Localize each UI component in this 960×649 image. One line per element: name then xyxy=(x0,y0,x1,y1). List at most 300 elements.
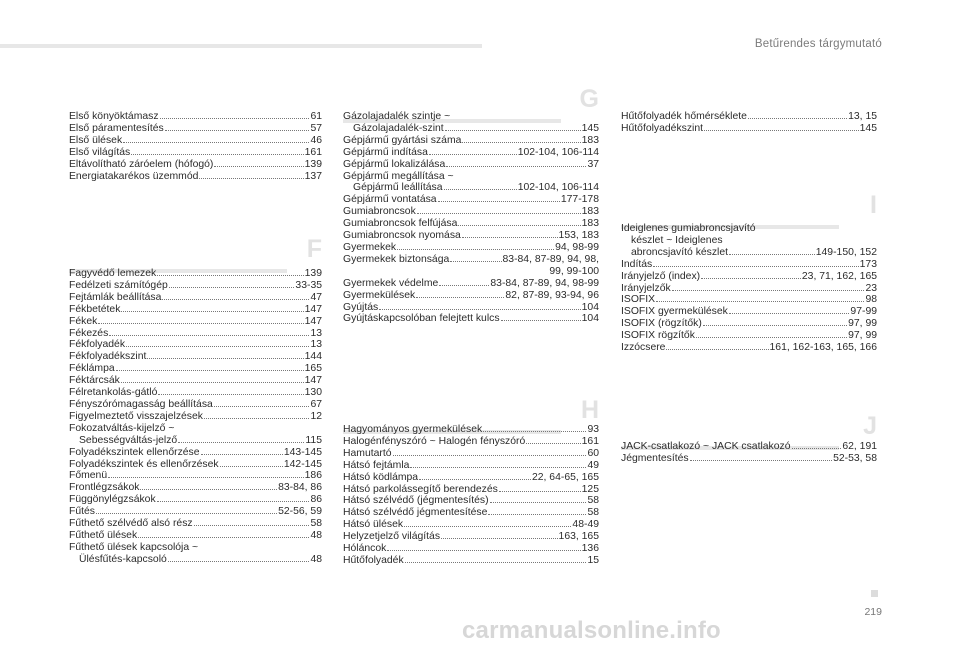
dot-leader xyxy=(379,309,580,310)
index-entry xyxy=(69,399,322,411)
index-entry xyxy=(69,280,322,292)
dot-leader xyxy=(729,254,815,255)
index-entry xyxy=(69,506,322,518)
index-entry xyxy=(621,259,877,271)
dot-leader xyxy=(450,261,501,262)
dot-leader xyxy=(165,130,310,131)
dot-leader xyxy=(158,394,303,395)
entry-label: Energiatakarékos üzemmód xyxy=(69,170,199,182)
entry-page-ref: 186 xyxy=(304,470,322,482)
index-h-continued xyxy=(621,111,877,135)
index-entry xyxy=(69,542,322,566)
index-entry-row xyxy=(69,387,322,399)
index-entry-row xyxy=(343,218,599,230)
dot-leader xyxy=(501,320,581,321)
index-entry-row xyxy=(343,135,599,147)
dot-leader xyxy=(462,237,558,238)
entry-page-ref: 144 xyxy=(304,351,322,363)
dot-leader xyxy=(157,275,303,276)
entry-label: Féktárcsák xyxy=(69,375,120,387)
index-entry-row xyxy=(621,247,877,259)
entry-label: Fűthető szélvédő alsó rész xyxy=(69,518,193,530)
index-entry-row xyxy=(343,555,599,567)
entry-label: Gépjármű gyártási száma xyxy=(343,134,462,146)
entry-label: Ülésfűtés-kapcsoló xyxy=(79,553,167,565)
index-entry-row xyxy=(69,459,322,471)
dot-leader xyxy=(109,335,309,336)
index-entry xyxy=(343,543,599,555)
entry-label: Hátsó parkolássegítő berendezés xyxy=(343,483,498,495)
index-entry xyxy=(343,242,599,254)
entry-page-ref: 104 xyxy=(581,301,599,313)
entry-page-ref: 142-145 xyxy=(283,458,322,470)
dot-leader xyxy=(729,313,850,314)
dot-leader xyxy=(488,514,586,515)
dot-leader xyxy=(178,442,304,443)
entry-page-ref: 149-150, 152 xyxy=(815,246,877,258)
entry-label: Hóláncok xyxy=(343,543,387,555)
index-entry-row xyxy=(621,318,877,330)
index-entry-heading: Fokozatváltás-kijelző ~ xyxy=(69,422,175,434)
index-entry xyxy=(621,330,877,342)
entry-page-ref: 183 xyxy=(581,218,599,230)
entry-label: Gépjármű lokalizálása xyxy=(343,158,446,170)
dot-leader xyxy=(748,118,847,119)
entry-page-ref: 145 xyxy=(581,122,599,134)
index-entry-row xyxy=(343,123,599,135)
dot-leader xyxy=(140,489,277,490)
entry-label: Hűtőfolyadék xyxy=(343,554,404,566)
entry-label: Félretankolás-gátló xyxy=(69,387,158,399)
index-entry-row xyxy=(69,435,322,447)
entry-label: Fűthető ülések xyxy=(69,529,138,541)
index-entry-row xyxy=(343,302,599,314)
entry-label: Első világítás xyxy=(69,146,131,158)
index-entry-row xyxy=(343,206,599,218)
entry-page-ref: 15 xyxy=(587,554,599,566)
entry-label: Izzócsere xyxy=(621,342,666,354)
entry-label: Gumiabroncsok xyxy=(343,206,416,218)
dot-leader xyxy=(458,225,580,226)
entry-page-ref: 48 xyxy=(310,553,322,565)
entry-page-ref: 145 xyxy=(859,122,877,134)
entry-page-ref: 104 xyxy=(581,313,599,325)
index-entry xyxy=(621,271,877,283)
index-entry-row xyxy=(343,278,599,290)
watermark: carmanualsonline.info xyxy=(462,617,721,644)
entry-page-ref: 48-49 xyxy=(572,519,599,531)
dot-leader xyxy=(393,455,587,456)
entry-page-ref: 13, 15 xyxy=(848,111,877,122)
entry-label: Figyelmeztető visszajelzések xyxy=(69,410,203,422)
entry-label: Sebességváltás-jelző xyxy=(79,434,178,446)
index-entry xyxy=(621,342,877,354)
index-entry-row xyxy=(343,147,599,159)
entry-label: Irányjelzők xyxy=(621,282,671,294)
entry-label: Hátsó fejtámla xyxy=(343,459,410,471)
dot-leader xyxy=(387,550,580,551)
entry-page-ref: 13 xyxy=(310,339,322,351)
index-entry xyxy=(343,495,599,507)
index-f xyxy=(69,268,322,566)
index-entry-row xyxy=(621,330,877,342)
index-entry xyxy=(69,159,322,171)
entry-label: Fényszórómagasság beállítása xyxy=(69,398,213,410)
dot-leader xyxy=(131,154,303,155)
entry-page-ref: 139 xyxy=(304,158,322,170)
section-letter: I xyxy=(870,191,877,219)
entry-page-ref: 97, 99 xyxy=(848,318,877,330)
entry-page-ref: 147 xyxy=(304,375,322,387)
index-entry-row xyxy=(69,328,322,340)
entry-page-ref: 67 xyxy=(310,398,322,410)
dot-leader xyxy=(201,454,283,455)
entry-page-ref: 13 xyxy=(310,327,322,339)
dot-leader xyxy=(162,299,309,300)
dot-leader xyxy=(416,297,504,298)
entry-page-ref: 143-145 xyxy=(283,446,322,458)
dot-leader xyxy=(656,301,864,302)
entry-page-ref: 46 xyxy=(310,134,322,146)
dot-leader xyxy=(429,154,517,155)
dot-leader xyxy=(444,189,517,190)
entry-label: ISOFIX gyermekülések xyxy=(621,306,728,318)
dot-leader xyxy=(441,538,558,539)
index-entry xyxy=(69,304,322,316)
index-entry xyxy=(343,111,599,135)
index-entry xyxy=(69,470,322,482)
dot-leader xyxy=(696,337,847,338)
entry-label: Eltávolítható záróelem (hófogó) xyxy=(69,158,214,170)
entry-page-ref: 83-84, 86 xyxy=(278,482,322,494)
index-entry-row xyxy=(343,290,599,302)
index-entry xyxy=(69,530,322,542)
index-entry xyxy=(69,123,322,135)
dot-leader xyxy=(704,130,859,131)
entry-label: Gyermekek védelme xyxy=(343,277,439,289)
index-entry xyxy=(69,447,322,459)
entry-label: Fékezés xyxy=(69,327,109,339)
index-entry-row xyxy=(69,123,322,135)
header-rule xyxy=(0,44,482,48)
entry-label: Első páramentesítés xyxy=(69,122,164,134)
entry-label: Hűtőfolyadékszint xyxy=(621,122,704,134)
dot-leader xyxy=(653,266,858,267)
entry-label: Helyzetjelző világítás xyxy=(343,531,441,543)
dot-leader xyxy=(410,467,586,468)
index-entry-row xyxy=(343,484,599,496)
index-entry-row xyxy=(69,111,322,123)
entry-label: Gépjármű vontatása xyxy=(343,194,437,206)
entry-page-ref: 99, 99-100 xyxy=(549,265,599,277)
entry-label: Gumiabroncsok nyomása xyxy=(343,230,461,242)
index-entry xyxy=(621,111,877,123)
index-entry xyxy=(69,494,322,506)
index-entry xyxy=(343,460,599,472)
entry-page-ref: 47 xyxy=(310,291,322,303)
dot-leader xyxy=(121,382,304,383)
entry-page-ref: 58 xyxy=(310,518,322,530)
index-entry-row xyxy=(69,506,322,518)
entry-label: Gázolajadalék-szint xyxy=(353,122,444,134)
index-entry xyxy=(343,230,599,242)
entry-label: Fékfolyadékszint xyxy=(69,351,147,363)
entry-page-ref: 137 xyxy=(304,170,322,182)
dot-leader xyxy=(123,142,309,143)
index-entry-row xyxy=(343,182,599,194)
index-entry-row xyxy=(69,339,322,351)
entry-label: Fejtámlák beállítása xyxy=(69,291,162,303)
entry-page-ref: 115 xyxy=(305,434,322,446)
index-entry xyxy=(343,290,599,302)
index-entry xyxy=(69,423,322,447)
entry-page-ref: 130 xyxy=(304,387,322,399)
index-entry-row xyxy=(343,531,599,543)
index-entry xyxy=(343,302,599,314)
dot-leader xyxy=(108,477,304,478)
index-entry xyxy=(69,147,322,159)
entry-page-ref: 23 xyxy=(865,282,877,294)
entry-page-ref: 183 xyxy=(581,206,599,218)
entry-page-ref: 52-53, 58 xyxy=(833,452,877,464)
index-entry xyxy=(69,518,322,530)
dot-leader xyxy=(194,525,310,526)
entry-page-ref: 22, 64-65, 165 xyxy=(531,471,599,483)
dot-leader xyxy=(169,287,295,288)
entry-page-ref: 147 xyxy=(304,303,322,315)
entry-label: Folyadékszintek ellenőrzése xyxy=(69,446,200,458)
index-entry-row xyxy=(621,441,877,453)
index-entry-row xyxy=(621,259,877,271)
entry-page-ref: 37 xyxy=(587,158,599,170)
entry-page-ref: 49 xyxy=(587,459,599,471)
entry-page-ref: 139 xyxy=(304,268,322,279)
entry-page-ref: 58 xyxy=(587,495,599,507)
index-entry xyxy=(343,218,599,230)
entry-label: Függönylégzsákok xyxy=(69,494,156,506)
entry-page-ref: 12 xyxy=(310,410,322,422)
entry-page-ref: 23, 71, 162, 165 xyxy=(801,270,877,282)
index-entry-row xyxy=(69,554,322,566)
entry-label: Hűtőfolyadék hőmérséklete xyxy=(621,111,747,122)
index-entry-row xyxy=(69,470,322,482)
index-entry-row xyxy=(69,351,322,363)
dot-leader xyxy=(439,285,489,286)
dot-leader xyxy=(445,130,581,131)
entry-label: Hátsó ülések xyxy=(343,519,404,531)
index-entry-row xyxy=(343,230,599,242)
index-entry-row xyxy=(69,280,322,292)
index-entry xyxy=(69,351,322,363)
entry-label: Irányjelző (index) xyxy=(621,270,701,282)
index-entry-row xyxy=(343,436,599,448)
index-h xyxy=(343,424,599,567)
entry-label: Gépjármű leállítása xyxy=(353,182,443,194)
page-marker xyxy=(871,590,878,597)
dot-leader xyxy=(160,118,310,119)
index-entry-row xyxy=(69,518,322,530)
index-i xyxy=(621,223,877,354)
entry-page-ref: 58 xyxy=(587,507,599,519)
index-entry-row xyxy=(343,460,599,472)
entry-page-ref: 161, 162-163, 165, 166 xyxy=(769,342,877,354)
index-entry-row xyxy=(69,316,322,328)
entry-page-ref: 183 xyxy=(581,134,599,146)
index-entry xyxy=(621,453,877,465)
index-g xyxy=(343,111,599,325)
entry-label: ISOFIX rögzítők xyxy=(621,330,695,342)
dot-leader xyxy=(138,537,309,538)
index-entry xyxy=(69,387,322,399)
index-entry xyxy=(69,111,322,123)
index-entry-row xyxy=(69,292,322,304)
index-entry xyxy=(343,159,599,171)
dot-leader xyxy=(96,513,277,514)
index-entry-row xyxy=(69,147,322,159)
index-entry-row xyxy=(343,313,599,325)
entry-page-ref: 161 xyxy=(581,435,599,447)
dot-leader xyxy=(168,561,310,562)
index-entry-row xyxy=(69,375,322,387)
index-entry xyxy=(621,318,877,330)
index-entry xyxy=(343,507,599,519)
index-entry-row xyxy=(621,123,877,135)
section-letter: J xyxy=(863,412,877,440)
index-entry xyxy=(343,519,599,531)
index-entry-row xyxy=(69,159,322,171)
entry-page-ref: 33-35 xyxy=(295,279,322,291)
index-entry-row xyxy=(69,171,322,183)
entry-label: Hamutartó xyxy=(343,447,392,459)
dot-leader xyxy=(199,178,303,179)
dot-leader xyxy=(116,370,304,371)
dot-leader xyxy=(438,201,560,202)
dot-leader xyxy=(462,142,580,143)
entry-page-ref: 83-84, 87-89, 94, 98-99 xyxy=(490,277,599,289)
dot-leader xyxy=(121,311,303,312)
index-entry-row xyxy=(343,159,599,171)
section-letter: G xyxy=(579,85,599,113)
index-entry xyxy=(69,411,322,423)
entry-page-ref: 83-84, 87-89, 94, 98, xyxy=(502,253,599,265)
dot-leader xyxy=(157,501,310,502)
entry-page-ref: 136 xyxy=(581,543,599,555)
index-entry-row xyxy=(343,448,599,460)
dot-leader xyxy=(490,502,587,503)
index-entry xyxy=(343,194,599,206)
entry-label: Gumiabroncsok felfújása xyxy=(343,218,458,230)
dot-leader xyxy=(405,562,587,563)
index-entry-heading: Fűthető ülések kapcsolója ~ xyxy=(69,541,199,553)
index-entry-continuation xyxy=(343,266,599,278)
index-entry xyxy=(343,135,599,147)
entry-page-ref: 177-178 xyxy=(560,194,599,206)
dot-leader xyxy=(404,526,571,527)
dot-leader xyxy=(214,406,310,407)
index-entry-heading: Ideiglenes gumiabroncsjavító xyxy=(621,223,756,234)
index-entry-row xyxy=(621,342,877,354)
index-entry xyxy=(69,339,322,351)
index-entry-row xyxy=(621,294,877,306)
entry-page-ref: 153, 183 xyxy=(558,230,599,242)
index-entry-row xyxy=(621,283,877,295)
index-entry xyxy=(343,278,599,290)
index-e-continued xyxy=(69,111,322,182)
entry-label: ISOFIX xyxy=(621,294,656,306)
entry-page-ref: 94, 98-99 xyxy=(555,241,599,253)
entry-label: Gyújtás xyxy=(343,301,379,313)
index-entry xyxy=(69,171,322,183)
entry-page-ref: 62, 191 xyxy=(842,441,877,452)
entry-label: Fékbetétek xyxy=(69,303,121,315)
entry-page-ref: 102-104, 106-114 xyxy=(517,146,599,158)
index-entry xyxy=(69,328,322,340)
dot-leader xyxy=(220,466,283,467)
entry-label: Halogénfényszóró ~ Halogén fényszóró xyxy=(343,435,526,447)
index-entry-row xyxy=(69,399,322,411)
index-entry-row xyxy=(343,495,599,507)
section-letter: H xyxy=(580,396,599,424)
index-entry-row xyxy=(343,543,599,555)
index-entry xyxy=(69,316,322,328)
entry-label: Folyadékszintek és ellenőrzések xyxy=(69,458,219,470)
index-entry xyxy=(343,448,599,460)
entry-label: ISOFIX (rögzítők) xyxy=(621,318,702,330)
index-entry-row xyxy=(343,194,599,206)
index-entry-row xyxy=(343,507,599,519)
index-entry-row xyxy=(69,530,322,542)
entry-page-ref: 86 xyxy=(310,494,322,506)
entry-label: Hátsó szélvédő (jégmentesítés) xyxy=(343,495,489,507)
entry-label: Gyermekülések xyxy=(343,289,416,301)
index-entry-row xyxy=(343,519,599,531)
dot-leader xyxy=(499,491,581,492)
index-entry-row xyxy=(69,363,322,375)
index-entry-row xyxy=(621,453,877,465)
dot-leader xyxy=(417,213,581,214)
entry-label: Hátsó szélvédő jégmentesítése xyxy=(343,507,488,519)
index-entry xyxy=(343,313,599,325)
index-entry xyxy=(621,283,877,295)
index-entry-row xyxy=(621,306,877,318)
entry-label: Fűtés xyxy=(69,506,95,518)
index-entry-row xyxy=(69,304,322,316)
dot-leader xyxy=(397,249,554,250)
dot-leader xyxy=(204,418,309,419)
dot-leader xyxy=(147,358,303,359)
entry-label: Gyermekek biztonsága xyxy=(343,253,450,265)
dot-leader xyxy=(672,290,865,291)
index-entry xyxy=(621,441,877,453)
entry-page-ref: 98 xyxy=(865,294,877,306)
entry-label: Hátsó ködlámpa xyxy=(343,471,419,483)
entry-page-ref: 52-56, 59 xyxy=(278,506,322,518)
entry-page-ref: 60 xyxy=(587,447,599,459)
entry-label: Első ülések xyxy=(69,134,123,146)
dot-leader xyxy=(703,325,847,326)
index-entry xyxy=(343,436,599,448)
index-entry xyxy=(343,171,599,195)
entry-page-ref: 57 xyxy=(310,122,322,134)
entry-page-ref: 147 xyxy=(304,315,322,327)
index-entry-heading: készlet ~ Ideiglenes xyxy=(631,234,723,246)
entry-label: Indítás xyxy=(621,258,653,270)
index-entry xyxy=(343,555,599,567)
page-number: 219 xyxy=(864,606,882,618)
entry-label: Főmenü xyxy=(69,470,108,482)
index-entry xyxy=(69,135,322,147)
index-entry-row xyxy=(69,447,322,459)
